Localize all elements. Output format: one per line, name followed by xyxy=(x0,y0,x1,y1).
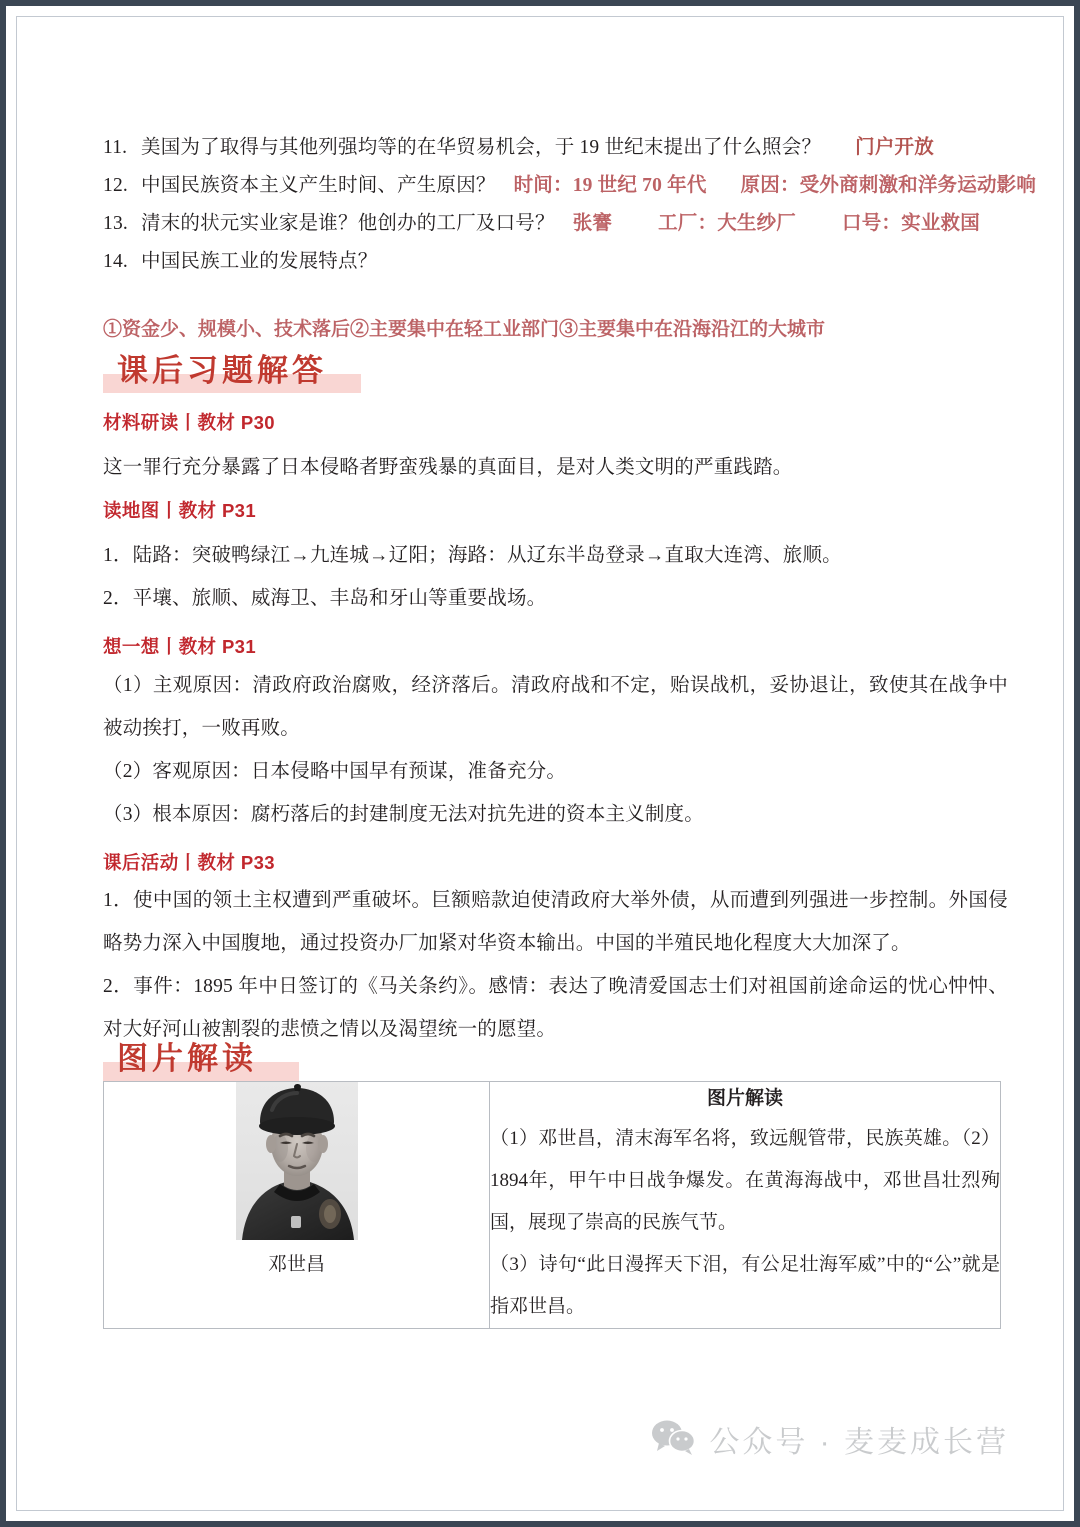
wechat-bubbles-svg xyxy=(651,1419,697,1455)
subheading-think: 想一想丨教材 P31 xyxy=(103,636,257,657)
question-answer-slogan: 口号：实业救国 xyxy=(842,213,980,234)
heading-exercises-label: 课后习题解答 xyxy=(117,353,327,388)
portrait-caption: 邓世昌 xyxy=(267,1254,325,1275)
picture-interpretation-table xyxy=(103,1081,1001,1329)
question-14-answer: ①资金少、规模小、技术落后②主要集中在轻工业部门③主要集中在沿海沿江的大城市 xyxy=(103,319,826,340)
footer-text: 公众号 · 麦麦成长营 xyxy=(709,1426,1009,1459)
question-text: 中国民族资本主义产生时间、产生原因？ xyxy=(141,175,496,196)
question-text: 美国为了取得与其他列强均等的在华贸易机会，于 19 世纪末提出了什么照会？ xyxy=(141,137,822,158)
heading-picture xyxy=(103,1039,257,1085)
question-answer-time: 时间：19 世纪 70 年代 xyxy=(513,175,707,196)
after-class-item-2: 2．事件：1895 年中日签订的《马关条约》。感情：表达了晚清爱国志士们对祖国前途命运的忧心忡忡、对大好河山被割裂的悲愤之情以及渴望统一的愿望。 xyxy=(103,976,1008,1040)
read-map-item-1: 1．陆路：突破鸭绿江→九连城→辽阳；海路：从辽东半岛登录→直取大连湾、旅顺。 xyxy=(103,545,842,566)
think-item-1: （1）主观原因：清政府政治腐败，经济落后。清政府战和不定，贻误战机，妥协退让，致使其在战争中被动挨打，一败再败。 xyxy=(103,675,1008,739)
question-number: 11. xyxy=(103,137,128,158)
interpretation-paragraph-1: （1）邓世昌，清末海军名将，致远舰管带，民族英雄。（2）1894年，甲午中日战争爆发。在黄海海战中，邓世昌壮烈殉国，展现了崇高的民族气节。 xyxy=(490,1128,1000,1233)
document-sheet xyxy=(41,39,1043,1479)
question-list xyxy=(103,129,1037,281)
interpretation-title: 图片解读 xyxy=(706,1088,783,1109)
heading-exercises xyxy=(103,351,327,397)
question-answer-factory: 工厂：大生纱厂 xyxy=(658,213,797,234)
question-row xyxy=(103,167,1037,205)
table-cell-portrait xyxy=(104,1082,490,1329)
portrait-photo xyxy=(236,1082,358,1240)
subheading-material-study: 材料研读丨教材 P30 xyxy=(103,412,275,433)
footer xyxy=(41,1417,1043,1461)
interpretation-paragraph-2: （3）诗句“此日漫挥天下泪，有公足壮海军威”中的“公”就是指邓世昌。 xyxy=(490,1254,1000,1317)
footer-inner xyxy=(651,1417,1009,1461)
deng-shichang-portrait-svg xyxy=(236,1082,358,1240)
question-answer: 门户开放 xyxy=(855,137,934,158)
table-row xyxy=(104,1082,1001,1329)
question-number: 14. xyxy=(103,251,128,272)
question-text: 中国民族工业的发展特点？ xyxy=(141,251,378,272)
subheading-read-map: 读地图丨教材 P31 xyxy=(103,500,257,521)
subheading-after-class: 课后活动丨教材 P33 xyxy=(103,852,275,873)
question-answer-reason: 原因：受外商刺激和洋务运动影响 xyxy=(740,175,1037,196)
table-cell-interpretation xyxy=(490,1082,1001,1329)
question-row xyxy=(103,243,1003,281)
question-number: 13. xyxy=(103,213,128,234)
question-text: 清末的状元实业家是谁？他创办的工厂及口号？ xyxy=(141,213,555,234)
question-answer-person: 张謇 xyxy=(572,213,613,234)
after-class-item-1: 1．使中国的领土主权遭到严重破坏。巨额赔款迫使清政府大举外债，从而遭到列强进一步控制。外国侵略势力深入中国腹地，通过投资办厂加紧对华资本输出。中国的半殖民地化程度大大加深了。 xyxy=(103,890,1008,954)
read-map-item-2: 2．平壤、旅顺、威海卫、丰岛和牙山等重要战场。 xyxy=(103,588,547,609)
wechat-icon xyxy=(651,1419,697,1460)
think-item-3: （3）根本原因：腐朽落后的封建制度无法对抗先进的资本主义制度。 xyxy=(103,804,704,825)
heading-picture-label: 图片解读 xyxy=(117,1041,257,1076)
question-row xyxy=(103,129,1003,167)
think-item-2: （2）客观原因：日本侵略中国早有预谋，准备充分。 xyxy=(103,761,567,782)
material-study-body: 这一罪行充分暴露了日本侵略者野蛮残暴的真面目，是对人类文明的严重践踏。 xyxy=(103,457,793,478)
question-number: 12. xyxy=(103,175,128,196)
question-row xyxy=(103,205,1003,243)
page-frame-inner-border xyxy=(16,16,1064,1511)
